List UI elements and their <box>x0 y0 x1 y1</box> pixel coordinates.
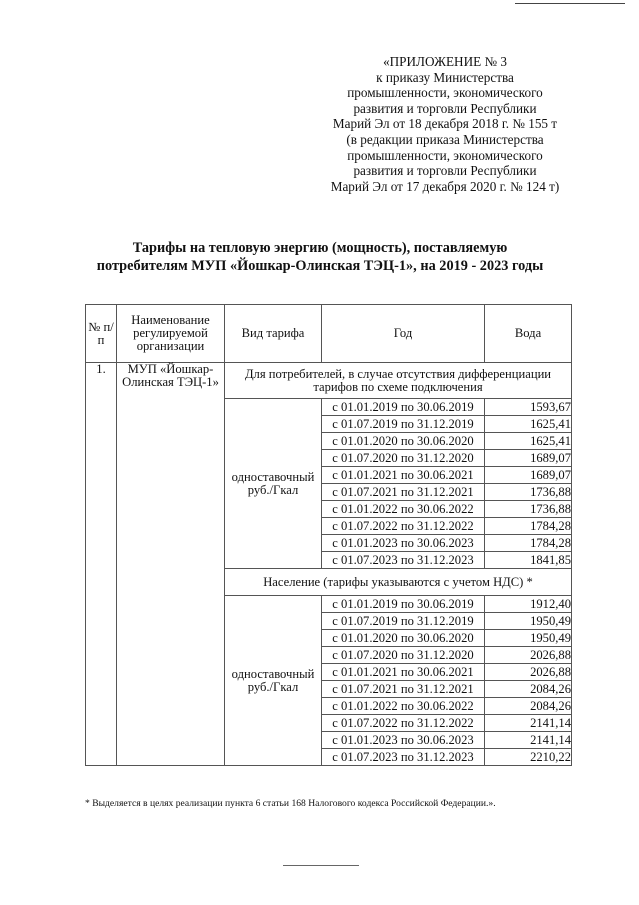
tariff-kind: одноставочный руб./Гкал <box>225 399 322 569</box>
value-cell: 1784,28 <box>485 518 572 535</box>
period-cell: с 01.01.2023 по 30.06.2023 <box>322 732 485 749</box>
value-cell: 1784,28 <box>485 535 572 552</box>
value-cell: 1736,88 <box>485 484 572 501</box>
group-title: Для потребителей, в случае отсутствия дифференциации тарифов по схеме подключения <box>225 363 572 399</box>
title-line: Тарифы на тепловую энергию (мощность), поставляемую <box>132 240 508 256</box>
value-cell: 1950,49 <box>485 613 572 630</box>
value-cell: 1689,07 <box>485 467 572 484</box>
document-title <box>40 239 600 275</box>
period-cell: с 01.07.2019 по 31.12.2019 <box>322 416 485 433</box>
period-cell: с 01.07.2021 по 31.12.2021 <box>322 484 485 501</box>
row-number: 1. <box>86 363 117 766</box>
value-cell: 1593,67 <box>485 399 572 416</box>
top-divider-line <box>515 3 625 4</box>
value-cell: 2141,14 <box>485 715 572 732</box>
period-cell: с 01.01.2021 по 30.06.2021 <box>322 664 485 681</box>
value-cell: 2141,14 <box>485 732 572 749</box>
header-year: Год <box>322 305 485 363</box>
period-cell: с 01.01.2020 по 30.06.2020 <box>322 630 485 647</box>
period-cell: с 01.07.2023 по 31.12.2023 <box>322 552 485 569</box>
period-cell: с 01.01.2019 по 30.06.2019 <box>322 596 485 613</box>
value-cell: 1912,40 <box>485 596 572 613</box>
bottom-divider-line <box>283 865 359 866</box>
header-number: № п/п <box>86 305 117 363</box>
period-cell: с 01.07.2021 по 31.12.2021 <box>322 681 485 698</box>
footnote: * Выделяется в целях реализации пункта 6 статьи 168 Налогового кодекса Российской Федерации.». <box>85 798 496 809</box>
value-cell: 2026,88 <box>485 647 572 664</box>
period-cell: с 01.01.2021 по 30.06.2021 <box>322 467 485 484</box>
period-cell: с 01.07.2022 по 31.12.2022 <box>322 715 485 732</box>
header-tariff-kind: Вид тарифа <box>225 305 322 363</box>
appendix-line: Марий Эл от 18 декабря 2018 г. № 155 т <box>332 116 558 132</box>
period-cell: с 01.07.2020 по 31.12.2020 <box>322 647 485 664</box>
table-header-row <box>86 305 572 363</box>
period-cell: с 01.01.2020 по 30.06.2020 <box>322 433 485 450</box>
value-cell: 1841,85 <box>485 552 572 569</box>
period-cell: с 01.07.2019 по 31.12.2019 <box>322 613 485 630</box>
period-cell: с 01.01.2019 по 30.06.2019 <box>322 399 485 416</box>
appendix-line: развития и торговли Республики <box>353 100 537 116</box>
header-organization: Наименование регулируемой организации <box>117 305 225 363</box>
value-cell: 2210,22 <box>485 749 572 766</box>
period-cell: с 01.07.2020 по 31.12.2020 <box>322 450 485 467</box>
period-cell: с 01.01.2022 по 30.06.2022 <box>322 501 485 518</box>
group-title-row <box>86 363 572 399</box>
appendix-line: промышленности, экономического <box>347 147 543 163</box>
title-line: потребителям МУП «Йошкар-Олинская ТЭЦ-1», на 2019 - 2023 годы <box>96 258 544 274</box>
value-cell: 1736,88 <box>485 501 572 518</box>
appendix-line: (в редакции приказа Министерства <box>346 131 544 147</box>
value-cell: 1625,41 <box>485 433 572 450</box>
appendix-line: к приказу Министерства <box>376 69 514 85</box>
value-cell: 1689,07 <box>485 450 572 467</box>
value-cell: 1625,41 <box>485 416 572 433</box>
tariff-kind: одноставочный руб./Гкал <box>225 596 322 766</box>
header-water: Вода <box>485 305 572 363</box>
period-cell: с 01.07.2022 по 31.12.2022 <box>322 518 485 535</box>
appendix-line: развития и торговли Республики <box>353 163 537 179</box>
period-cell: с 01.01.2023 по 30.06.2023 <box>322 535 485 552</box>
appendix-line: промышленности, экономического <box>347 85 543 101</box>
value-cell: 2084,26 <box>485 681 572 698</box>
period-cell: с 01.07.2023 по 31.12.2023 <box>322 749 485 766</box>
value-cell: 2026,88 <box>485 664 572 681</box>
period-cell: с 01.01.2022 по 30.06.2022 <box>322 698 485 715</box>
value-cell: 1950,49 <box>485 630 572 647</box>
value-cell: 2084,26 <box>485 698 572 715</box>
appendix-line: «ПРИЛОЖЕНИЕ № 3 <box>383 54 507 69</box>
group-title: Население (тарифы указываются с учетом НДС) * <box>225 569 572 596</box>
appendix-header <box>300 54 590 194</box>
tariff-table <box>85 304 572 766</box>
organization-name: МУП «Йошкар-Олинская ТЭЦ-1» <box>117 363 225 766</box>
appendix-line: Марий Эл от 17 декабря 2020 г. № 124 т) <box>330 178 560 194</box>
